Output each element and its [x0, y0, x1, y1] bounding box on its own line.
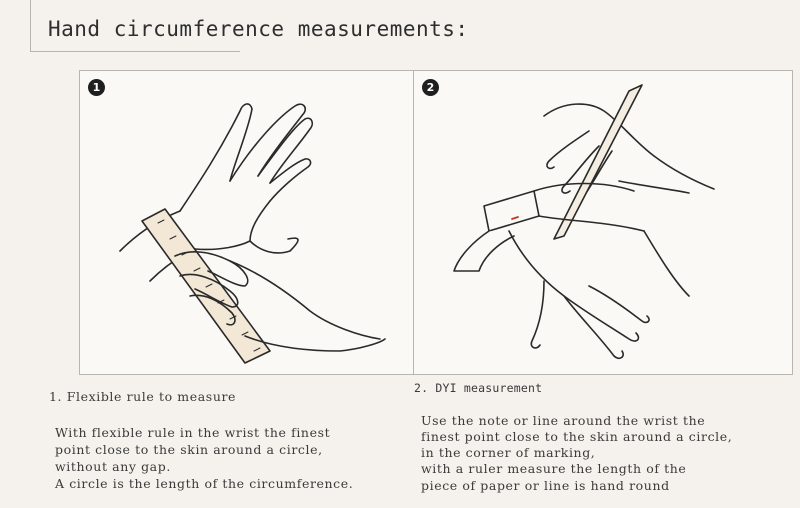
left-body-line-2: point close to the skin around a circle,: [55, 442, 323, 457]
step-number-badge: 2: [422, 79, 439, 96]
right-body-line-1: Use the note or line around the wrist the: [421, 413, 706, 428]
left-body-line-1: With flexible rule in the wrist the finest: [55, 425, 331, 440]
illustration-panel-1: [79, 70, 459, 375]
left-heading: 1. Flexible rule to measure: [49, 389, 237, 404]
left-body-line-4: A circle is the length of the circumference.: [55, 476, 354, 491]
step-number-badge: 1: [88, 79, 105, 96]
illustration-panel-2: [413, 70, 793, 375]
right-body-line-4: with a ruler measure the length of the: [421, 461, 687, 476]
right-body-line-2: finest point close to the skin around a circle,: [421, 429, 733, 444]
corner-decoration-horizontal: [30, 51, 240, 52]
right-heading: 2. DYI measurement: [414, 381, 543, 395]
left-body-line-3: without any gap.: [55, 459, 171, 474]
corner-decoration-vertical: [30, 0, 31, 52]
right-body-line-3: in the corner of marking,: [421, 445, 596, 460]
hand-marking-paper-strip-illustration: [414, 71, 794, 376]
right-body-line-5: piece of paper or line is hand round: [421, 478, 670, 493]
page-title: Hand circumference measurements:: [48, 17, 469, 41]
hand-with-flexible-rule-illustration: [80, 71, 460, 376]
